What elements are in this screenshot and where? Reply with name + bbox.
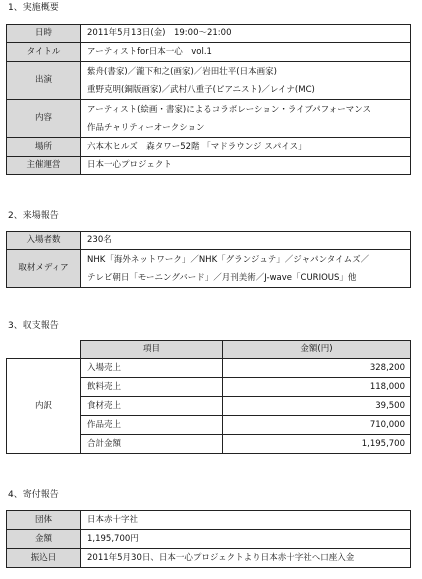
overview-label-content: 内容 bbox=[7, 100, 81, 138]
attendance-table bbox=[6, 231, 411, 288]
table-row bbox=[7, 359, 411, 378]
section-title-attendance: 2、来場報告 bbox=[8, 211, 59, 221]
overview-value-title: アーティストfor日本一心 vol.1 bbox=[81, 43, 411, 62]
finance-header-item: 項目 bbox=[81, 341, 223, 359]
overview-value-datetime: 2011年5月13日(金) 19:00〜21:00 bbox=[81, 25, 411, 43]
attendance-value-media bbox=[81, 250, 411, 288]
finance-amount-admission: 328,200 bbox=[223, 359, 411, 378]
donation-label-amount: 金額 bbox=[7, 530, 81, 549]
overview-label-performers: 出演 bbox=[7, 62, 81, 100]
section-title-donation: 4、寄付報告 bbox=[8, 490, 59, 500]
content-line-1: アーティスト(絵画・書家)によるコラボレーション・ライブパフォーマンス bbox=[87, 105, 371, 115]
attendance-label-media: 取材メディア bbox=[7, 250, 81, 288]
overview-value-performers bbox=[81, 62, 411, 100]
overview-value-venue: 六本木ヒルズ 森タワー52階 「マドラウンジ スパイス」 bbox=[81, 138, 411, 157]
finance-group-label: 内訳 bbox=[7, 359, 81, 454]
finance-header-amount: 金額(円) bbox=[223, 341, 411, 359]
table-row bbox=[7, 511, 411, 530]
table-row bbox=[7, 232, 411, 250]
media-line-2: テレビ朝日「モーニングバード」／月刊美術／J-wave「CURIOUS」他 bbox=[87, 273, 357, 283]
section-title-finance: 3、収支報告 bbox=[8, 321, 59, 331]
table-row bbox=[7, 250, 411, 288]
finance-item-artworks: 作品売上 bbox=[81, 416, 223, 435]
table-row bbox=[7, 549, 411, 568]
table-row bbox=[7, 43, 411, 62]
donation-value-transfer-date: 2011年5月30日、日本一心プロジェクトより日本赤十字社へ口座入金 bbox=[81, 549, 411, 568]
table-row bbox=[7, 25, 411, 43]
donation-label-organization: 団体 bbox=[7, 511, 81, 530]
table-row bbox=[7, 62, 411, 100]
table-row bbox=[7, 530, 411, 549]
attendance-label-count: 入場者数 bbox=[7, 232, 81, 250]
finance-amount-artworks: 710,000 bbox=[223, 416, 411, 435]
overview-value-organizer: 日本一心プロジェクト bbox=[81, 157, 411, 175]
attendance-value-count: 230名 bbox=[81, 232, 411, 250]
overview-label-title: タイトル bbox=[7, 43, 81, 62]
finance-item-drinks: 飲料売上 bbox=[81, 378, 223, 397]
finance-item-food: 食材売上 bbox=[81, 397, 223, 416]
donation-value-organization: 日本赤十字社 bbox=[81, 511, 411, 530]
finance-amount-drinks: 118,000 bbox=[223, 378, 411, 397]
content-line-2: 作品チャリティーオークション bbox=[87, 123, 205, 133]
finance-item-total: 合計金額 bbox=[81, 435, 223, 454]
performers-line-2: 重野克明(銅版画家)／武村八重子(ピアニスト)／レイナ(MC) bbox=[87, 85, 315, 95]
media-line-1: NHK「海外ネットワーク」／NHK「グランジュテ」／ジャパンタイムズ／ bbox=[87, 255, 370, 265]
table-row bbox=[7, 100, 411, 138]
donation-value-amount: 1,195,700円 bbox=[81, 530, 411, 549]
finance-amount-food: 39,500 bbox=[223, 397, 411, 416]
finance-table bbox=[6, 340, 411, 454]
finance-amount-total: 1,195,700 bbox=[223, 435, 411, 454]
section-title-overview: 1、実施概要 bbox=[8, 3, 59, 13]
performers-line-1: 紫舟(書家)／瀧下和之(画家)／岩田壮平(日本画家) bbox=[87, 67, 277, 77]
overview-label-organizer: 主催運営 bbox=[7, 157, 81, 175]
finance-header-blank bbox=[7, 341, 81, 359]
finance-item-admission: 入場売上 bbox=[81, 359, 223, 378]
donation-label-transfer-date: 振込日 bbox=[7, 549, 81, 568]
donation-table bbox=[6, 510, 411, 568]
overview-label-venue: 場所 bbox=[7, 138, 81, 157]
table-row bbox=[7, 341, 411, 359]
overview-label-datetime: 日時 bbox=[7, 25, 81, 43]
table-row bbox=[7, 138, 411, 157]
overview-table bbox=[6, 24, 411, 175]
overview-value-content bbox=[81, 100, 411, 138]
table-row bbox=[7, 157, 411, 175]
